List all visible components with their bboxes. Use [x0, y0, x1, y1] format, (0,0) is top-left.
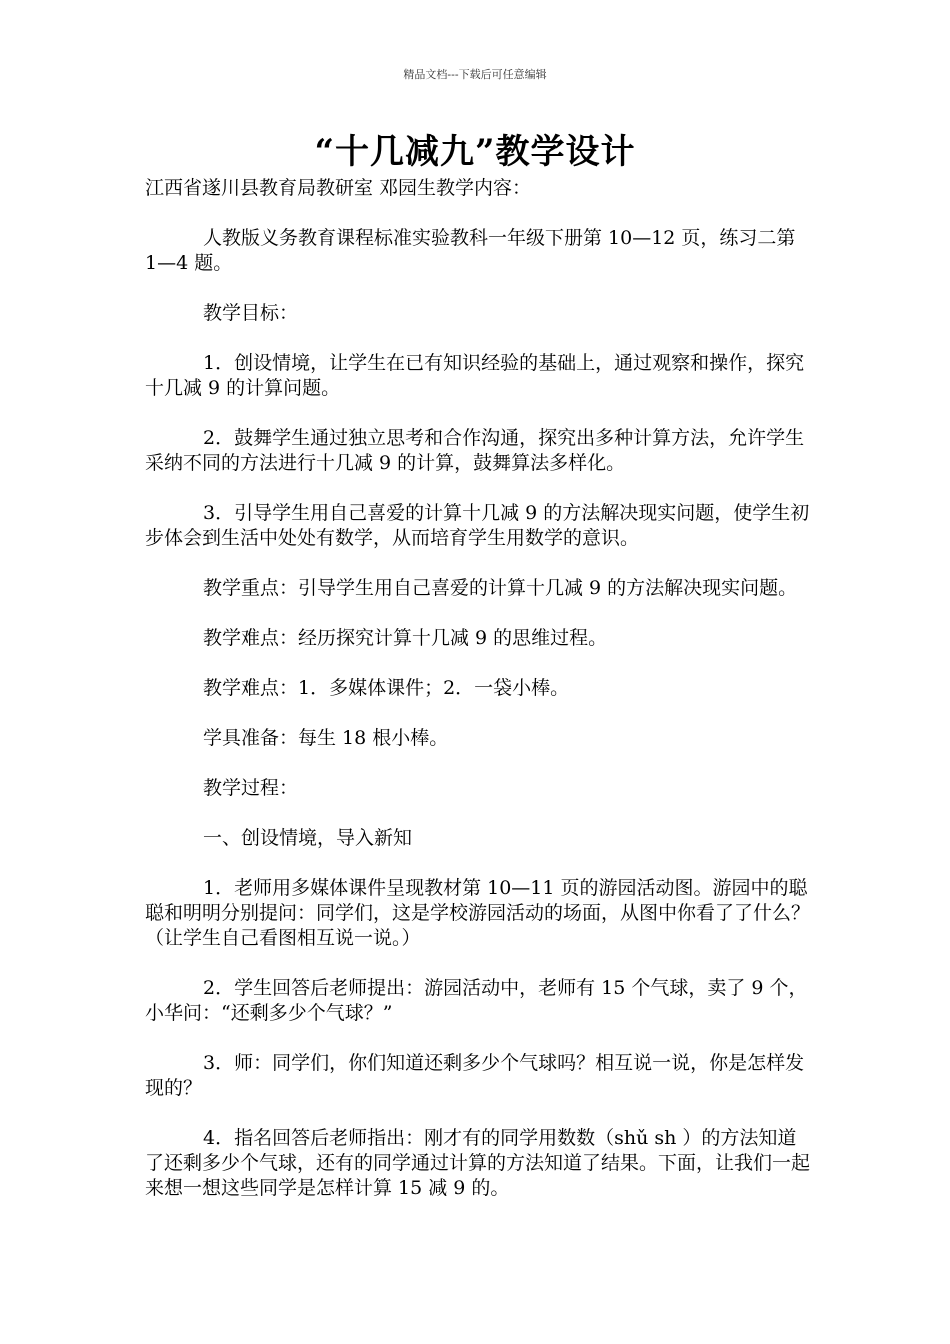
paragraph-difficulty: 教学难点：经历探究计算十几减 9 的思维过程。: [203, 627, 608, 649]
document-title: “十几减九”教学设计: [314, 132, 636, 172]
paragraph-step-2: 2．学生回答后老师提出：游园活动中，老师有 15 个气球，卖了 9 个，小华问：“还剩多少个气球？”: [145, 977, 808, 1024]
paragraph-objective-2: 2．鼓舞学生通过独立思考和合作沟通，探究出多种计算方法，允许学生采纳不同的方法进行十几减 9 的计算，鼓舞算法多样化。: [145, 427, 805, 474]
paragraph-process-heading: 教学过程：: [203, 777, 299, 799]
page-header-note: 精品文档---下载后可任意编辑: [403, 68, 547, 81]
paragraph-step-1: 1．老师用多媒体课件呈现教材第 10—11 页的游园活动图。游园中的聪聪和明明分别提问：同学们，这是学校游园活动的场面，从图中你看了了什么？（让学生自己看图相互说一说。）: [145, 877, 811, 949]
paragraph-objective-3: 3．引导学生用自己喜爱的计算十几减 9 的方法解决现实问题，使学生初步体会到生活中处处有数学，从而培育学生用数学的意识。: [145, 502, 810, 549]
paragraph-materials: 教学难点：1．多媒体课件；2．一袋小棒。: [203, 677, 570, 699]
paragraph-section-1-heading: 一、创设情境，导入新知: [203, 827, 413, 849]
paragraph-step-3: 3．师：同学们，你们知道还剩多少个气球吗？相互说一说，你是怎样发现的？: [145, 1052, 805, 1099]
paragraph-content-scope: 人教版义务教育课程标准实验教科一年级下册第 10—12 页，练习二第 1—4 题。: [145, 227, 796, 274]
paragraph-step-4: 4．指名回答后老师指出：刚才有的同学用数数（shǔ sh ）的方法知道了还剩多少个气球，还有的同学通过计算的方法知道了结果。下面，让我们一起来想一想这些同学是怎样计算 15 减 9 的。: [145, 1127, 811, 1199]
document-body: [145, 176, 810, 1226]
paragraph-key-point: 教学重点：引导学生用自己喜爱的计算十几减 9 的方法解决现实问题。: [203, 577, 798, 599]
paragraph-objectives-heading: 教学目标：: [203, 302, 299, 324]
paragraph-objective-1: 1．创设情境，让学生在已有知识经验的基础上，通过观察和操作，探究十几减 9 的计算问题。: [145, 352, 805, 399]
paragraph-student-materials: 学具准备：每生 18 根小棒。: [203, 727, 449, 749]
author-line: 江西省遂川县教育局教研室 邓园生教学内容：: [145, 177, 532, 199]
